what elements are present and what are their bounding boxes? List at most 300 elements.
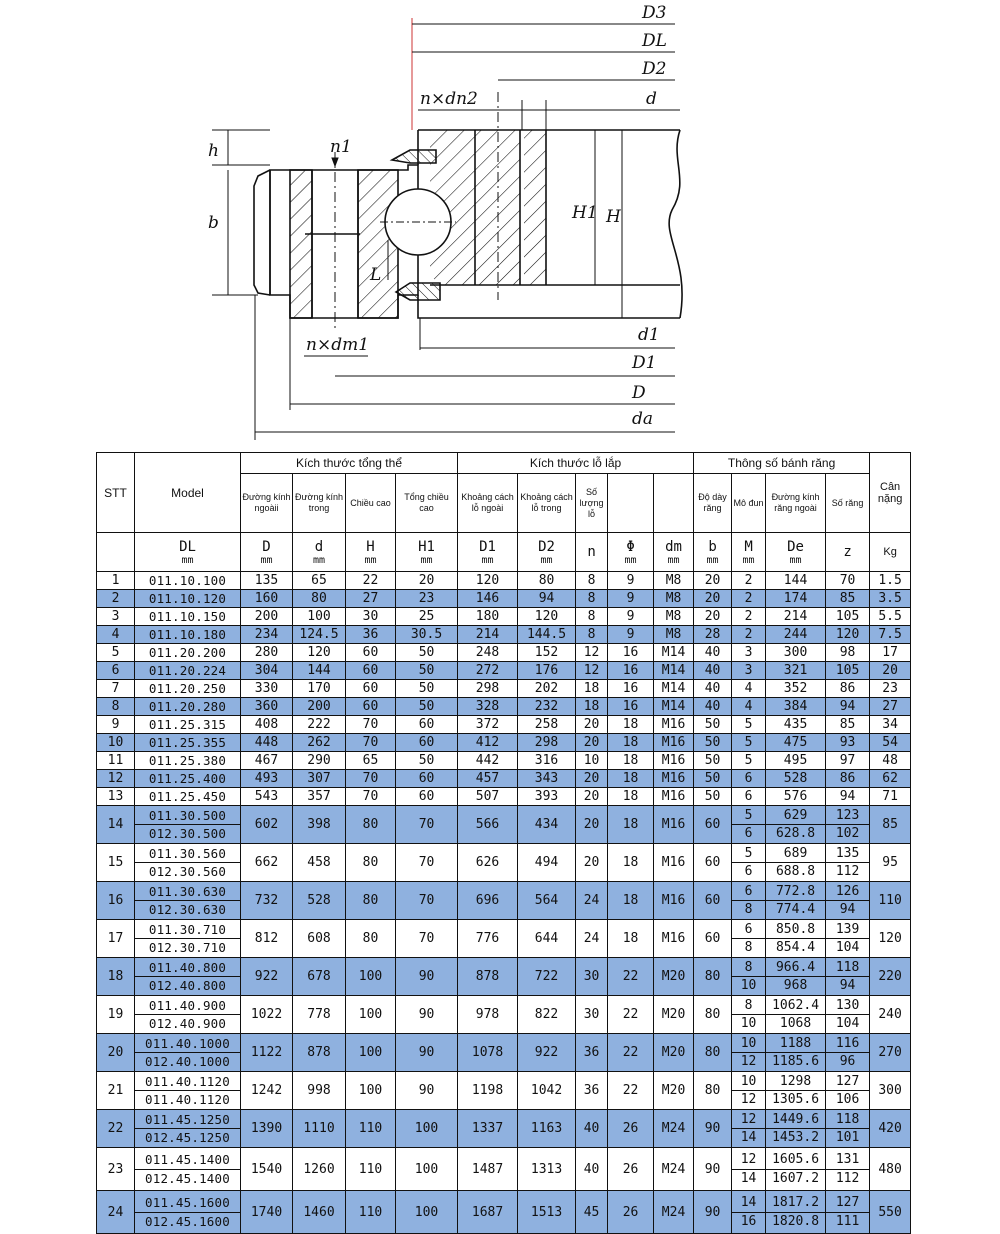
label-D1: D1 bbox=[632, 353, 657, 373]
cell-stt: 11 bbox=[97, 752, 135, 770]
cell-model-bottom: 011.40.1120 bbox=[145, 1092, 230, 1107]
cell-phi: 18 bbox=[608, 716, 654, 734]
cell-De-pair bbox=[766, 1110, 826, 1148]
label-D3: D3 bbox=[642, 3, 667, 23]
cell-phi: 26 bbox=[608, 1191, 654, 1234]
cell-model-top: 011.40.800 bbox=[135, 959, 240, 977]
cell-m-pair bbox=[732, 844, 766, 882]
cell-D2: 434 bbox=[518, 806, 576, 844]
cell-phi: 16 bbox=[608, 698, 654, 716]
cell-stt: 1 bbox=[97, 572, 135, 590]
cell-model: 011.25.380 bbox=[135, 752, 241, 770]
cell-H: 110 bbox=[346, 1148, 396, 1191]
cell-H: 80 bbox=[346, 920, 396, 958]
cell-z-bottom: 112 bbox=[835, 864, 860, 879]
cell-De-pair bbox=[766, 882, 826, 920]
cell-d: 608 bbox=[293, 920, 346, 958]
cell-b: 20 bbox=[694, 608, 732, 626]
table-row bbox=[97, 958, 911, 996]
table-row bbox=[97, 662, 911, 680]
cell-model-bottom: 012.45.1250 bbox=[145, 1130, 230, 1145]
cell-kg: 17 bbox=[870, 644, 911, 662]
sub-d: Đường kính trong bbox=[293, 474, 346, 533]
cell-b: 20 bbox=[694, 590, 732, 608]
header-symbol-row bbox=[97, 533, 911, 572]
cell-kg: 220 bbox=[870, 958, 911, 996]
cell-d: 200 bbox=[293, 698, 346, 716]
cell-model-pair bbox=[135, 1191, 241, 1234]
cell-d: 458 bbox=[293, 844, 346, 882]
cell-kg: 48 bbox=[870, 752, 911, 770]
sub-D2: Khoảng cách lỗ trong bbox=[518, 474, 576, 533]
cell-model-top: 011.40.1120 bbox=[135, 1073, 240, 1091]
cell-m-top: 14 bbox=[732, 1194, 765, 1213]
cell-D2: 94 bbox=[518, 590, 576, 608]
cell-De-bottom: 1453.2 bbox=[772, 1130, 820, 1145]
cell-n: 18 bbox=[576, 680, 608, 698]
label-H: H bbox=[606, 207, 621, 227]
sub-D1: Khoảng cách lỗ ngoài bbox=[458, 474, 518, 533]
cell-D: 922 bbox=[241, 958, 293, 996]
cell-phi: 9 bbox=[608, 626, 654, 644]
cell-dm: M16 bbox=[654, 920, 694, 958]
cell-H: 100 bbox=[346, 996, 396, 1034]
cell-model-pair bbox=[135, 1110, 241, 1148]
cell-m-top: 12 bbox=[732, 1151, 765, 1170]
cell-stt: 3 bbox=[97, 608, 135, 626]
cell-n: 24 bbox=[576, 920, 608, 958]
label-d: d bbox=[646, 89, 657, 109]
cell-m-bottom: 12 bbox=[740, 1092, 757, 1107]
cell-phi: 26 bbox=[608, 1148, 654, 1191]
cell-H1: 70 bbox=[396, 920, 458, 958]
cell-D1: 328 bbox=[458, 698, 518, 716]
sym-D1: D1 mm bbox=[458, 533, 518, 572]
cell-model: 011.20.250 bbox=[135, 680, 241, 698]
cell-model: 011.10.150 bbox=[135, 608, 241, 626]
cell-H: 70 bbox=[346, 734, 396, 752]
cell-n: 20 bbox=[576, 788, 608, 806]
cell-m-top: 12 bbox=[732, 1111, 765, 1129]
cell-m: 5 bbox=[732, 752, 766, 770]
cell-De: 495 bbox=[766, 752, 826, 770]
cell-z: 97 bbox=[826, 752, 870, 770]
cell-model-bottom: 012.30.500 bbox=[148, 826, 227, 841]
cell-model: 011.25.355 bbox=[135, 734, 241, 752]
cell-D2: 80 bbox=[518, 572, 576, 590]
cell-m-pair bbox=[732, 996, 766, 1034]
cell-phi: 18 bbox=[608, 752, 654, 770]
cell-m-pair bbox=[732, 1148, 766, 1191]
cell-H: 100 bbox=[346, 1034, 396, 1072]
cell-n: 18 bbox=[576, 698, 608, 716]
cell-D2: 202 bbox=[518, 680, 576, 698]
cell-z: 120 bbox=[826, 626, 870, 644]
cell-m: 5 bbox=[732, 734, 766, 752]
cell-D1: 878 bbox=[458, 958, 518, 996]
cell-D1: 120 bbox=[458, 572, 518, 590]
cell-H: 30 bbox=[346, 608, 396, 626]
cell-phi: 9 bbox=[608, 590, 654, 608]
cell-H: 27 bbox=[346, 590, 396, 608]
cell-De: 244 bbox=[766, 626, 826, 644]
cell-H1: 90 bbox=[396, 958, 458, 996]
cell-model: 011.10.180 bbox=[135, 626, 241, 644]
cell-b: 20 bbox=[694, 572, 732, 590]
header-group-row bbox=[97, 453, 911, 474]
cell-H: 70 bbox=[346, 770, 396, 788]
cell-dm: M16 bbox=[654, 882, 694, 920]
cell-H: 60 bbox=[346, 662, 396, 680]
cell-z-pair bbox=[826, 882, 870, 920]
cell-H1: 70 bbox=[396, 844, 458, 882]
cell-dm: M20 bbox=[654, 958, 694, 996]
cell-stt: 24 bbox=[97, 1191, 135, 1234]
cell-D: 1540 bbox=[241, 1148, 293, 1191]
cell-m-top: 5 bbox=[732, 807, 765, 825]
cell-m-pair bbox=[732, 958, 766, 996]
cell-m: 2 bbox=[732, 572, 766, 590]
cell-m-bottom: 14 bbox=[740, 1170, 757, 1186]
head-holes: Kích thước lỗ lắp bbox=[458, 453, 694, 474]
cell-n: 20 bbox=[576, 734, 608, 752]
cell-d: 1260 bbox=[293, 1148, 346, 1191]
cell-D: 1122 bbox=[241, 1034, 293, 1072]
cell-m-pair bbox=[732, 1110, 766, 1148]
cell-H1: 100 bbox=[396, 1110, 458, 1148]
cell-n: 20 bbox=[576, 770, 608, 788]
table-row bbox=[97, 770, 911, 788]
cell-phi: 22 bbox=[608, 958, 654, 996]
cell-D: 200 bbox=[241, 608, 293, 626]
cell-H: 22 bbox=[346, 572, 396, 590]
cell-z-bottom: 111 bbox=[835, 1213, 860, 1229]
cell-De-pair bbox=[766, 1034, 826, 1072]
cell-model-top: 011.40.900 bbox=[135, 997, 240, 1015]
cell-m-pair bbox=[732, 920, 766, 958]
cell-n: 40 bbox=[576, 1110, 608, 1148]
cell-D: 304 bbox=[241, 662, 293, 680]
cell-dm: M8 bbox=[654, 626, 694, 644]
cell-n: 45 bbox=[576, 1191, 608, 1234]
cell-m-bottom: 10 bbox=[740, 978, 757, 993]
cell-D: 662 bbox=[241, 844, 293, 882]
sub-De: Đường kính răng ngoài bbox=[766, 474, 826, 533]
table-row bbox=[97, 680, 911, 698]
cell-H1: 20 bbox=[396, 572, 458, 590]
cell-H1: 50 bbox=[396, 698, 458, 716]
cell-D2: 316 bbox=[518, 752, 576, 770]
cell-phi: 18 bbox=[608, 734, 654, 752]
cell-model-pair bbox=[135, 996, 241, 1034]
cell-kg: 3.5 bbox=[870, 590, 911, 608]
cell-d: 528 bbox=[293, 882, 346, 920]
cell-kg: 550 bbox=[870, 1191, 911, 1234]
cell-model-pair bbox=[135, 806, 241, 844]
cell-z-top: 127 bbox=[826, 1194, 869, 1213]
cell-model: 011.25.400 bbox=[135, 770, 241, 788]
cell-stt: 4 bbox=[97, 626, 135, 644]
cell-z-pair bbox=[826, 1148, 870, 1191]
cell-D1: 248 bbox=[458, 644, 518, 662]
cell-kg: 20 bbox=[870, 662, 911, 680]
inner-ring bbox=[418, 92, 682, 318]
cell-stt: 9 bbox=[97, 716, 135, 734]
cell-H1: 70 bbox=[396, 806, 458, 844]
cell-stt: 13 bbox=[97, 788, 135, 806]
cell-stt: 19 bbox=[97, 996, 135, 1034]
cell-H: 110 bbox=[346, 1191, 396, 1234]
cell-d: 357 bbox=[293, 788, 346, 806]
cell-d: 170 bbox=[293, 680, 346, 698]
cell-m-bottom: 10 bbox=[740, 1016, 757, 1031]
cell-n: 20 bbox=[576, 806, 608, 844]
cell-m-bottom: 6 bbox=[744, 826, 753, 841]
cell-De-bottom: 628.8 bbox=[775, 826, 816, 841]
cell-stt: 21 bbox=[97, 1072, 135, 1110]
cell-model: 011.25.450 bbox=[135, 788, 241, 806]
cell-m-top: 10 bbox=[732, 1073, 765, 1091]
sub-phi-empty bbox=[608, 474, 654, 533]
cell-phi: 22 bbox=[608, 996, 654, 1034]
cell-d: 678 bbox=[293, 958, 346, 996]
cell-D1: 1487 bbox=[458, 1148, 518, 1191]
cell-kg: 270 bbox=[870, 1034, 911, 1072]
cell-kg: 5.5 bbox=[870, 608, 911, 626]
cell-stt: 14 bbox=[97, 806, 135, 844]
cell-De-top: 1817.2 bbox=[766, 1194, 825, 1213]
cell-b: 50 bbox=[694, 716, 732, 734]
cell-m-top: 6 bbox=[732, 883, 765, 901]
cell-D2: 644 bbox=[518, 920, 576, 958]
cell-n: 8 bbox=[576, 608, 608, 626]
cell-n: 12 bbox=[576, 662, 608, 680]
cell-b: 60 bbox=[694, 920, 732, 958]
cell-De: 475 bbox=[766, 734, 826, 752]
cell-dm: M16 bbox=[654, 844, 694, 882]
cell-D: 408 bbox=[241, 716, 293, 734]
cell-z: 86 bbox=[826, 770, 870, 788]
cell-De-bottom: 854.4 bbox=[775, 940, 816, 955]
cell-z-pair bbox=[826, 1191, 870, 1234]
cell-De-top: 1605.6 bbox=[766, 1151, 825, 1170]
cell-D1: 457 bbox=[458, 770, 518, 788]
cell-D: 493 bbox=[241, 770, 293, 788]
cell-D2: 822 bbox=[518, 996, 576, 1034]
cell-De-bottom: 1305.6 bbox=[772, 1092, 820, 1107]
cell-model: 011.10.100 bbox=[135, 572, 241, 590]
cell-phi: 16 bbox=[608, 644, 654, 662]
label-da: da bbox=[632, 409, 654, 429]
sym-H: H mm bbox=[346, 533, 396, 572]
cell-D1: 1078 bbox=[458, 1034, 518, 1072]
sub-b: Độ dày răng bbox=[694, 474, 732, 533]
cell-D2: 1042 bbox=[518, 1072, 576, 1110]
cell-model-bottom: 012.30.560 bbox=[148, 864, 227, 879]
cell-H: 80 bbox=[346, 844, 396, 882]
cell-De-top: 966.4 bbox=[766, 959, 825, 977]
cell-d: 222 bbox=[293, 716, 346, 734]
cell-z-pair bbox=[826, 996, 870, 1034]
cell-De: 321 bbox=[766, 662, 826, 680]
cell-d: 1460 bbox=[293, 1191, 346, 1234]
cell-z: 94 bbox=[826, 698, 870, 716]
cell-kg: 34 bbox=[870, 716, 911, 734]
cell-De-pair bbox=[766, 920, 826, 958]
cell-model-bottom: 012.40.800 bbox=[148, 978, 227, 993]
cell-z-pair bbox=[826, 958, 870, 996]
cell-phi: 9 bbox=[608, 572, 654, 590]
cell-stt: 15 bbox=[97, 844, 135, 882]
cell-m-bottom: 6 bbox=[744, 864, 753, 879]
sym-n: n bbox=[576, 533, 608, 572]
sym-De: De mm bbox=[766, 533, 826, 572]
cell-D2: 1163 bbox=[518, 1110, 576, 1148]
spec-table bbox=[96, 452, 911, 1234]
label-n-dn2: n×dn2 bbox=[420, 89, 478, 109]
cell-stt: 7 bbox=[97, 680, 135, 698]
cell-D: 360 bbox=[241, 698, 293, 716]
cell-stt: 23 bbox=[97, 1148, 135, 1191]
cell-z: 94 bbox=[826, 788, 870, 806]
table-row bbox=[97, 626, 911, 644]
cell-n: 8 bbox=[576, 572, 608, 590]
cell-phi: 9 bbox=[608, 608, 654, 626]
label-L: L bbox=[370, 265, 382, 285]
cell-De-top: 1449.6 bbox=[766, 1111, 825, 1129]
cell-z-bottom: 106 bbox=[835, 1092, 860, 1107]
cell-D2: 258 bbox=[518, 716, 576, 734]
cell-D1: 180 bbox=[458, 608, 518, 626]
cell-De: 174 bbox=[766, 590, 826, 608]
cell-H: 65 bbox=[346, 752, 396, 770]
cell-m-top: 10 bbox=[732, 1035, 765, 1053]
cell-De-bottom: 1820.8 bbox=[772, 1213, 820, 1229]
cell-kg: 300 bbox=[870, 1072, 911, 1110]
cell-D: 234 bbox=[241, 626, 293, 644]
table-row bbox=[97, 882, 911, 920]
cell-D1: 372 bbox=[458, 716, 518, 734]
cell-m: 4 bbox=[732, 698, 766, 716]
cell-model-pair bbox=[135, 844, 241, 882]
cell-H1: 100 bbox=[396, 1148, 458, 1191]
cell-H: 100 bbox=[346, 1072, 396, 1110]
table-row bbox=[97, 788, 911, 806]
sym-empty bbox=[97, 533, 135, 572]
head-model: Model bbox=[135, 453, 241, 533]
cell-n: 8 bbox=[576, 590, 608, 608]
label-DL: DL bbox=[642, 31, 667, 51]
cell-m: 2 bbox=[732, 590, 766, 608]
cell-d: 878 bbox=[293, 1034, 346, 1072]
label-b: b bbox=[208, 213, 219, 233]
cell-De-pair bbox=[766, 1191, 826, 1234]
cell-H: 60 bbox=[346, 698, 396, 716]
cell-D1: 1337 bbox=[458, 1110, 518, 1148]
table-row bbox=[97, 716, 911, 734]
cell-d: 144 bbox=[293, 662, 346, 680]
cell-D1: 978 bbox=[458, 996, 518, 1034]
cell-m-pair bbox=[732, 882, 766, 920]
cell-model-bottom: 012.45.1600 bbox=[145, 1213, 230, 1229]
cell-z-bottom: 104 bbox=[835, 940, 860, 955]
cell-z-pair bbox=[826, 1072, 870, 1110]
table-row bbox=[97, 1148, 911, 1191]
cell-model-top: 011.30.630 bbox=[135, 883, 240, 901]
cell-model: 011.20.200 bbox=[135, 644, 241, 662]
cell-D2: 152 bbox=[518, 644, 576, 662]
cell-kg: 1.5 bbox=[870, 572, 911, 590]
cell-dm: M14 bbox=[654, 644, 694, 662]
cell-De-top: 1188 bbox=[766, 1035, 825, 1053]
cell-phi: 18 bbox=[608, 882, 654, 920]
cell-kg: 71 bbox=[870, 788, 911, 806]
cell-z-bottom: 94 bbox=[839, 902, 856, 917]
cell-model-pair bbox=[135, 1034, 241, 1072]
cell-De-pair bbox=[766, 958, 826, 996]
cell-m: 2 bbox=[732, 626, 766, 644]
cell-d: 290 bbox=[293, 752, 346, 770]
cell-D: 448 bbox=[241, 734, 293, 752]
table-row bbox=[97, 996, 911, 1034]
cell-H1: 90 bbox=[396, 1072, 458, 1110]
cell-m-bottom: 16 bbox=[740, 1213, 757, 1229]
cell-m-top: 8 bbox=[732, 959, 765, 977]
cell-b: 60 bbox=[694, 882, 732, 920]
cell-model-top: 011.40.1000 bbox=[135, 1035, 240, 1053]
cell-stt: 16 bbox=[97, 882, 135, 920]
cell-De-pair bbox=[766, 996, 826, 1034]
cell-De-bottom: 774.4 bbox=[775, 902, 816, 917]
cell-b: 50 bbox=[694, 734, 732, 752]
label-D2: D2 bbox=[642, 59, 667, 79]
cell-D1: 566 bbox=[458, 806, 518, 844]
cell-kg: 7.5 bbox=[870, 626, 911, 644]
cell-model-top: 011.30.560 bbox=[135, 845, 240, 863]
cell-b: 28 bbox=[694, 626, 732, 644]
cell-De-bottom: 1068 bbox=[779, 1016, 812, 1031]
cell-model: 011.20.280 bbox=[135, 698, 241, 716]
cell-m: 5 bbox=[732, 716, 766, 734]
table-row bbox=[97, 1034, 911, 1072]
cell-H1: 23 bbox=[396, 590, 458, 608]
cell-dm: M14 bbox=[654, 662, 694, 680]
cell-dm: M16 bbox=[654, 806, 694, 844]
cell-phi: 18 bbox=[608, 920, 654, 958]
cell-De: 214 bbox=[766, 608, 826, 626]
cell-De: 435 bbox=[766, 716, 826, 734]
cell-stt: 8 bbox=[97, 698, 135, 716]
cell-stt: 17 bbox=[97, 920, 135, 958]
cell-H1: 70 bbox=[396, 882, 458, 920]
cell-dm: M16 bbox=[654, 770, 694, 788]
label-D: D bbox=[632, 383, 646, 403]
cell-model-bottom: 012.40.900 bbox=[148, 1016, 227, 1031]
cell-De-pair bbox=[766, 1148, 826, 1191]
cell-dm: M16 bbox=[654, 734, 694, 752]
cell-z-bottom: 104 bbox=[835, 1016, 860, 1031]
cell-n: 20 bbox=[576, 844, 608, 882]
table-row bbox=[97, 920, 911, 958]
cell-m-top: 5 bbox=[732, 845, 765, 863]
sym-dm: dm mm bbox=[654, 533, 694, 572]
cell-D1: 696 bbox=[458, 882, 518, 920]
cell-model: 011.25.315 bbox=[135, 716, 241, 734]
cell-z-bottom: 96 bbox=[839, 1054, 856, 1069]
cell-n: 12 bbox=[576, 644, 608, 662]
cell-De-pair bbox=[766, 844, 826, 882]
cell-D1: 412 bbox=[458, 734, 518, 752]
